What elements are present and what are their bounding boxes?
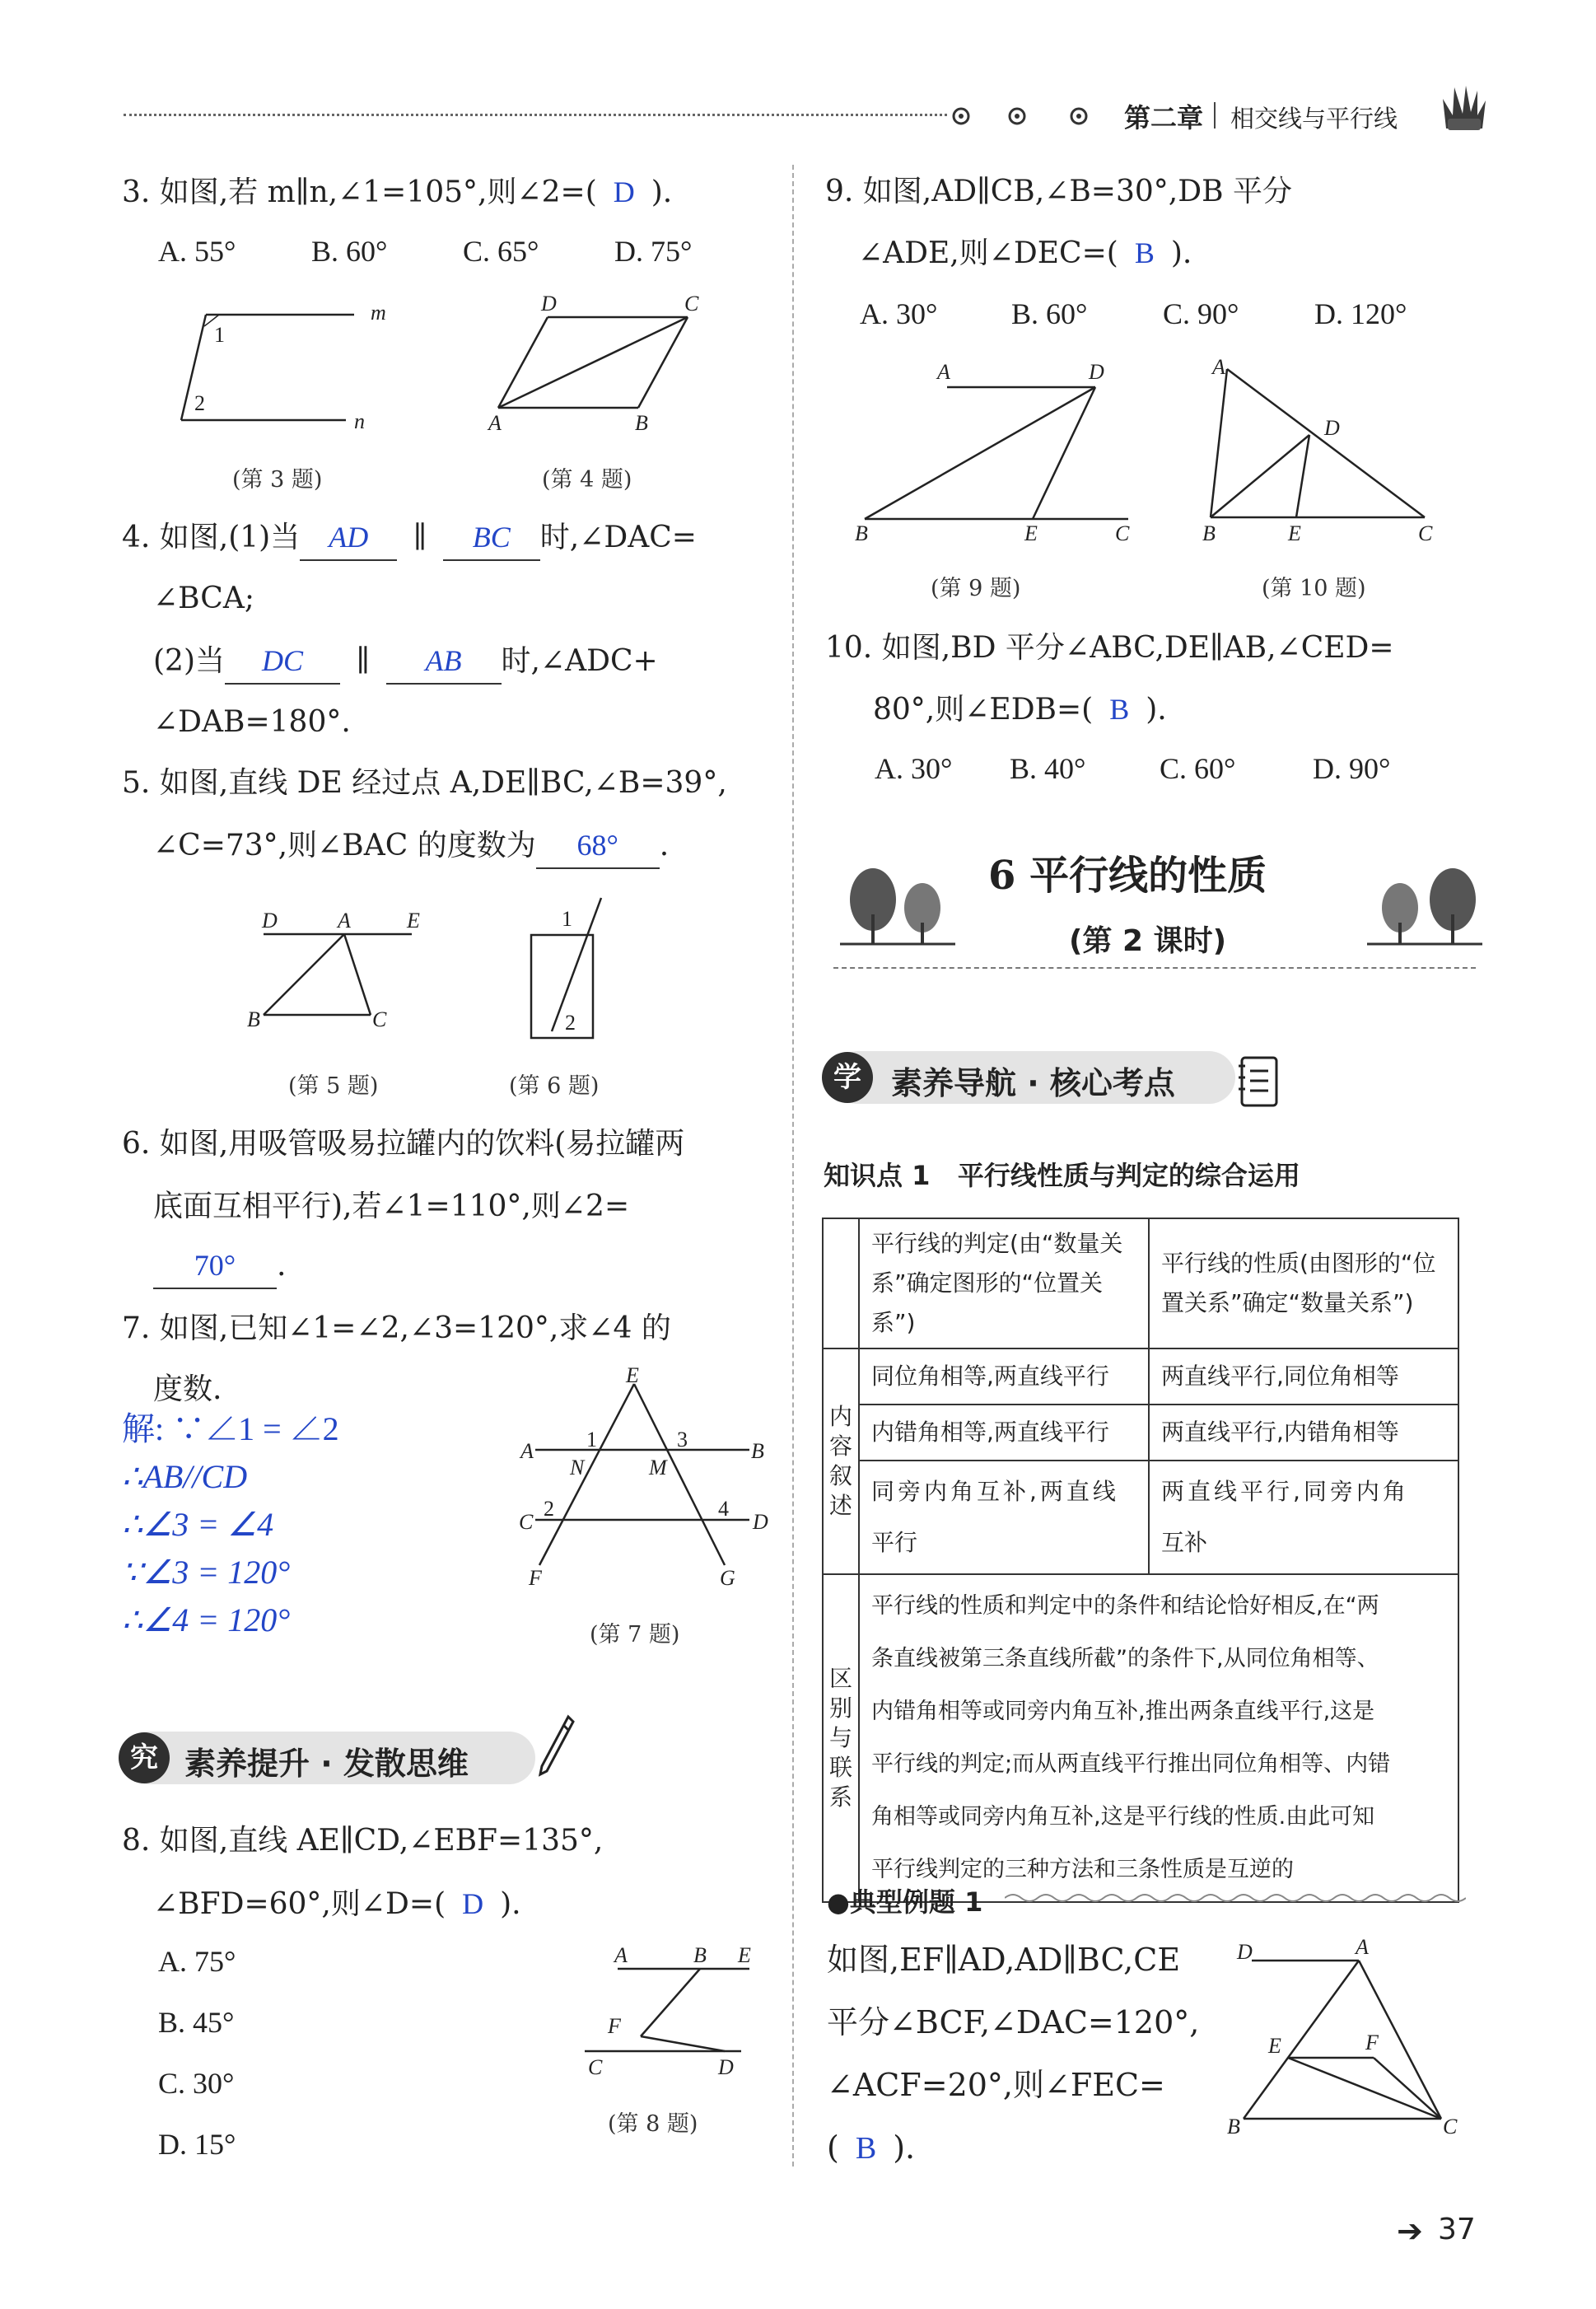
svg-text:E: E <box>626 1367 639 1387</box>
q4-blank-1: AD <box>329 521 369 554</box>
table-side-difference: 区别与联系 <box>823 1574 859 1902</box>
q9-line2: ∠ADE,则∠DEC=( B ). <box>858 236 1192 270</box>
example-answer: B <box>855 2131 877 2166</box>
svg-text:D: D <box>1324 416 1340 440</box>
lesson-title: 6 平行线的性质 <box>988 853 1267 899</box>
q7-solution-1: 解: ∵∠1 = ∠2 <box>122 1410 339 1447</box>
table-cell: 两直线平行,同旁内角 <box>1161 1478 1409 1505</box>
caption-q6: (第 6 题) <box>509 1073 600 1099</box>
tree-right-icon <box>1367 865 1491 947</box>
svg-text:C: C <box>1418 521 1433 545</box>
svg-text:B: B <box>635 411 648 435</box>
table-row <box>823 1348 1458 1405</box>
section-badge-explore: 究 <box>119 1732 170 1783</box>
q8-option-c: C. 30° <box>158 2067 235 2100</box>
header-grass-icon <box>1440 82 1489 132</box>
svg-text:G: G <box>720 1566 735 1590</box>
svg-text:A: A <box>614 1944 628 1967</box>
q8-option-a: A. 75° <box>158 1945 236 1978</box>
column-divider <box>792 165 794 2166</box>
q3-option-c: C. 65° <box>463 235 539 268</box>
q7-line1: 7. 如图,已知∠1=∠2,∠3=120°,求∠4 的 <box>122 1311 671 1345</box>
section-title-learn: 素养导航 · 核心考点 <box>891 1065 1175 1101</box>
table-difference-line-3: 内错角相等或同旁内角互补,推出两条直线平行,这是 <box>871 1699 1375 1724</box>
q9-option-a: A. 30° <box>860 297 938 330</box>
svg-text:1: 1 <box>586 1428 597 1451</box>
table-row <box>823 1574 1458 1902</box>
q7-solution-2: ∴AB//CD <box>122 1458 248 1495</box>
q4-line3: (2)当 DC ∥ AB 时,∠ADC+ <box>153 631 658 692</box>
q9-option-d: D. 120° <box>1314 297 1407 330</box>
svg-text:E: E <box>738 1944 751 1967</box>
svg-text:A: A <box>338 909 351 932</box>
svg-text:D: D <box>1089 360 1104 384</box>
svg-text:B: B <box>855 521 868 544</box>
tree-left-icon <box>832 865 955 947</box>
svg-text:C: C <box>372 1007 387 1030</box>
q3-option-b: B. 60° <box>311 235 388 268</box>
q10-answer: B <box>1109 693 1130 726</box>
svg-text:M: M <box>649 1456 667 1479</box>
q10-line2: 80°,则∠EDB=( B ). <box>873 693 1167 727</box>
q8-option-b: B. 45° <box>158 2006 235 2039</box>
q4-blank-4: AB <box>425 644 462 677</box>
caption-q8: (第 8 题) <box>608 2111 698 2137</box>
header-chapter: 第二章 <box>1124 102 1204 133</box>
q10-option-c: C. 60° <box>1160 752 1236 785</box>
header-circles-icon <box>947 102 1104 130</box>
figure-q8 <box>576 1944 766 2076</box>
svg-text:B: B <box>1202 521 1216 545</box>
q8-line1: 8. 如图,直线 AE∥CD,∠EBF=135°, <box>122 1824 604 1858</box>
svg-text:N: N <box>570 1456 585 1479</box>
svg-text:E: E <box>1288 521 1301 545</box>
svg-text:C: C <box>588 2055 603 2076</box>
caption-q9: (第 9 题) <box>931 576 1021 601</box>
example-line4: ( B ). <box>827 2129 916 2166</box>
svg-text:2: 2 <box>194 391 205 415</box>
caption-q4: (第 4 题) <box>542 467 632 493</box>
table-cell: 两直线平行,同位角相等 <box>1149 1348 1458 1405</box>
svg-text:C: C <box>684 292 699 316</box>
footer-arrow-icon: ➔ <box>1397 2213 1423 2249</box>
q10-option-d: D. 90° <box>1313 752 1391 785</box>
pencil-icon <box>535 1713 576 1779</box>
q7-solution-3: ∴∠3 = ∠4 <box>122 1506 274 1543</box>
knowledge-point-title: 知识点 1 平行线性质与判定的综合运用 <box>824 1160 1300 1191</box>
svg-text:B: B <box>1227 2115 1240 2138</box>
q5-line1: 5. 如图,直线 DE 经过点 A,DE∥BC,∠B=39°, <box>122 766 727 800</box>
svg-text:D: D <box>1237 1940 1253 1964</box>
lesson-dashed-rule <box>833 967 1476 969</box>
table-cell: 同旁内角互补,两直线 <box>871 1478 1119 1505</box>
q6-answer: 70° <box>194 1249 236 1282</box>
svg-text:C: C <box>519 1510 534 1534</box>
q6-line2: 底面互相平行),若∠1=110°,则∠2= <box>153 1190 630 1223</box>
q10-option-a: A. 30° <box>875 752 953 785</box>
svg-text:C: C <box>1115 521 1130 544</box>
q9-option-c: C. 90° <box>1163 297 1239 330</box>
figure-example <box>1227 1936 1474 2142</box>
q9-option-b: B. 60° <box>1011 297 1088 330</box>
svg-text:B: B <box>247 1007 260 1030</box>
example-wavy-rule <box>1005 1891 1466 1905</box>
svg-text:E: E <box>1024 521 1038 544</box>
svg-text:B: B <box>693 1944 707 1967</box>
svg-text:F: F <box>529 1566 542 1590</box>
figure-q10 <box>1194 353 1441 546</box>
table-header-property-2: 置关系”确定“数量关系”) <box>1161 1289 1414 1316</box>
caption-q7: (第 7 题) <box>590 1622 680 1648</box>
section-title-explore: 素养提升 · 发散思维 <box>184 1746 469 1782</box>
table-cell: 同位角相等,两直线平行 <box>859 1348 1149 1405</box>
svg-text:C: C <box>1443 2115 1458 2138</box>
svg-text:A: A <box>1212 355 1225 379</box>
q5-line2: ∠C=73°,则∠BAC 的度数为 68° . <box>153 816 669 876</box>
q7-solution-5: ∴∠4 = 120° <box>122 1601 291 1638</box>
example-line1: 如图,EF∥AD,AD∥BC,CE <box>827 1942 1181 1978</box>
svg-text:3: 3 <box>677 1428 688 1451</box>
svg-text:1: 1 <box>562 907 572 931</box>
example-title: ●典型例题 1 <box>827 1886 983 1918</box>
svg-text:1: 1 <box>214 323 225 347</box>
caption-q5: (第 5 题) <box>288 1073 379 1099</box>
header-title: 相交线与平行线 <box>1230 105 1398 133</box>
figure-q3 <box>173 297 387 437</box>
q6-line1: 6. 如图,用吸管吸易拉罐内的饮料(易拉罐两 <box>122 1127 685 1161</box>
q8-answer: D <box>462 1887 484 1920</box>
table-difference-line-6: 平行线判定的三种方法和三条性质是互逆的 <box>871 1857 1294 1882</box>
svg-text:A: A <box>1356 1936 1369 1959</box>
figure-q4 <box>482 292 712 437</box>
q4-line2: ∠BCA; <box>153 582 254 615</box>
table-cell: 互补 <box>1161 1529 1208 1556</box>
caption-q10: (第 10 题) <box>1262 576 1366 601</box>
table-difference-line-4: 平行线的判定;而从两直线平行推出同位角相等、内错 <box>871 1751 1391 1777</box>
figure-q7 <box>511 1367 774 1590</box>
section-badge-learn: 学 <box>822 1052 873 1103</box>
q3-answer: D <box>613 175 635 208</box>
figure-q9 <box>848 354 1145 544</box>
svg-text:A: A <box>937 360 950 384</box>
svg-text:F: F <box>608 2014 621 2038</box>
table-header-judgement-2: 系”确定图形的“位置关系”) <box>871 1269 1104 1336</box>
table-row <box>823 1405 1458 1461</box>
table-difference-line-1: 平行线的性质和判定中的条件和结论恰好相反,在“两 <box>871 1593 1379 1619</box>
q4-blank-3: DC <box>261 644 303 677</box>
table-difference-line-5: 角相等或同旁内角互补,这是平行线的性质.由此可知 <box>871 1804 1375 1830</box>
lesson-subtitle: (第 2 课时) <box>1069 924 1227 958</box>
table-cell: 平行 <box>871 1529 918 1556</box>
svg-text:D: D <box>753 1510 768 1534</box>
page-number: 37 <box>1438 2213 1476 2246</box>
svg-text:A: A <box>488 411 502 435</box>
knowledge-table <box>822 1218 1459 1903</box>
svg-text:D: D <box>262 909 278 932</box>
table-row <box>823 1461 1458 1574</box>
table-header-judgement-1: 平行线的判定(由“数量关 <box>871 1230 1123 1257</box>
q9-answer: B <box>1134 236 1155 269</box>
q9-line1: 9. 如图,AD∥CB,∠B=30°,DB 平分 <box>825 175 1292 208</box>
q5-answer: 68° <box>576 829 618 862</box>
header-dotted-rule <box>124 114 947 116</box>
svg-text:D: D <box>541 292 557 316</box>
table-difference-line-2: 条直线被第三条直线所截”的条件下,从同位角相等、 <box>871 1646 1379 1671</box>
example-line2: 平分∠BCF,∠DAC=120°, <box>827 2004 1200 2040</box>
figure-q5 <box>247 906 428 1030</box>
example-line3: ∠ACF=20°,则∠FEC= <box>827 2067 1165 2103</box>
svg-text:F: F <box>1365 2031 1379 2054</box>
q3-stem: 3. 如图,若 m∥n,∠1=105°,则∠2=( D ). <box>122 175 673 209</box>
table-row <box>823 1218 1458 1348</box>
q3-option-a: A. 55° <box>158 235 236 268</box>
svg-text:E: E <box>1268 2034 1281 2058</box>
caption-q3: (第 3 题) <box>232 467 323 493</box>
notebook-icon <box>1235 1053 1281 1110</box>
svg-text:n: n <box>354 409 365 433</box>
table-side-content: 内容叙述 <box>823 1348 859 1574</box>
svg-text:E: E <box>407 909 420 932</box>
q8-option-d: D. 15° <box>158 2128 236 2161</box>
q6-line3: 70° . <box>153 1236 286 1297</box>
svg-text:B: B <box>751 1439 764 1463</box>
q4-blank-2: BC <box>472 521 511 554</box>
svg-text:D: D <box>718 2055 734 2076</box>
svg-text:A: A <box>520 1439 534 1463</box>
table-cell: 两直线平行,内错角相等 <box>1149 1405 1458 1461</box>
svg-text:m: m <box>371 301 386 325</box>
header-divider <box>1214 102 1216 129</box>
table-cell: 内错角相等,两直线平行 <box>859 1405 1149 1461</box>
q7-line2: 度数. <box>153 1372 222 1406</box>
svg-text:2: 2 <box>565 1011 576 1035</box>
q7-solution-4: ∵∠3 = 120° <box>122 1554 291 1591</box>
q3-option-d: D. 75° <box>614 235 693 268</box>
table-header-property-1: 平行线的性质(由图形的“位 <box>1161 1250 1436 1277</box>
svg-text:2: 2 <box>544 1497 554 1521</box>
figure-q6 <box>519 890 618 1046</box>
q10-option-b: B. 40° <box>1010 752 1086 785</box>
q8-line2: ∠BFD=60°,则∠D=( D ). <box>153 1887 521 1921</box>
q4-line4: ∠DAB=180°. <box>153 705 351 739</box>
q10-line1: 10. 如图,BD 平分∠ABC,DE∥AB,∠CED= <box>825 631 1394 665</box>
q4-line1: 4. 如图,(1)当 AD ∥ BC 时,∠DAC= <box>122 507 697 568</box>
svg-text:4: 4 <box>718 1497 729 1521</box>
